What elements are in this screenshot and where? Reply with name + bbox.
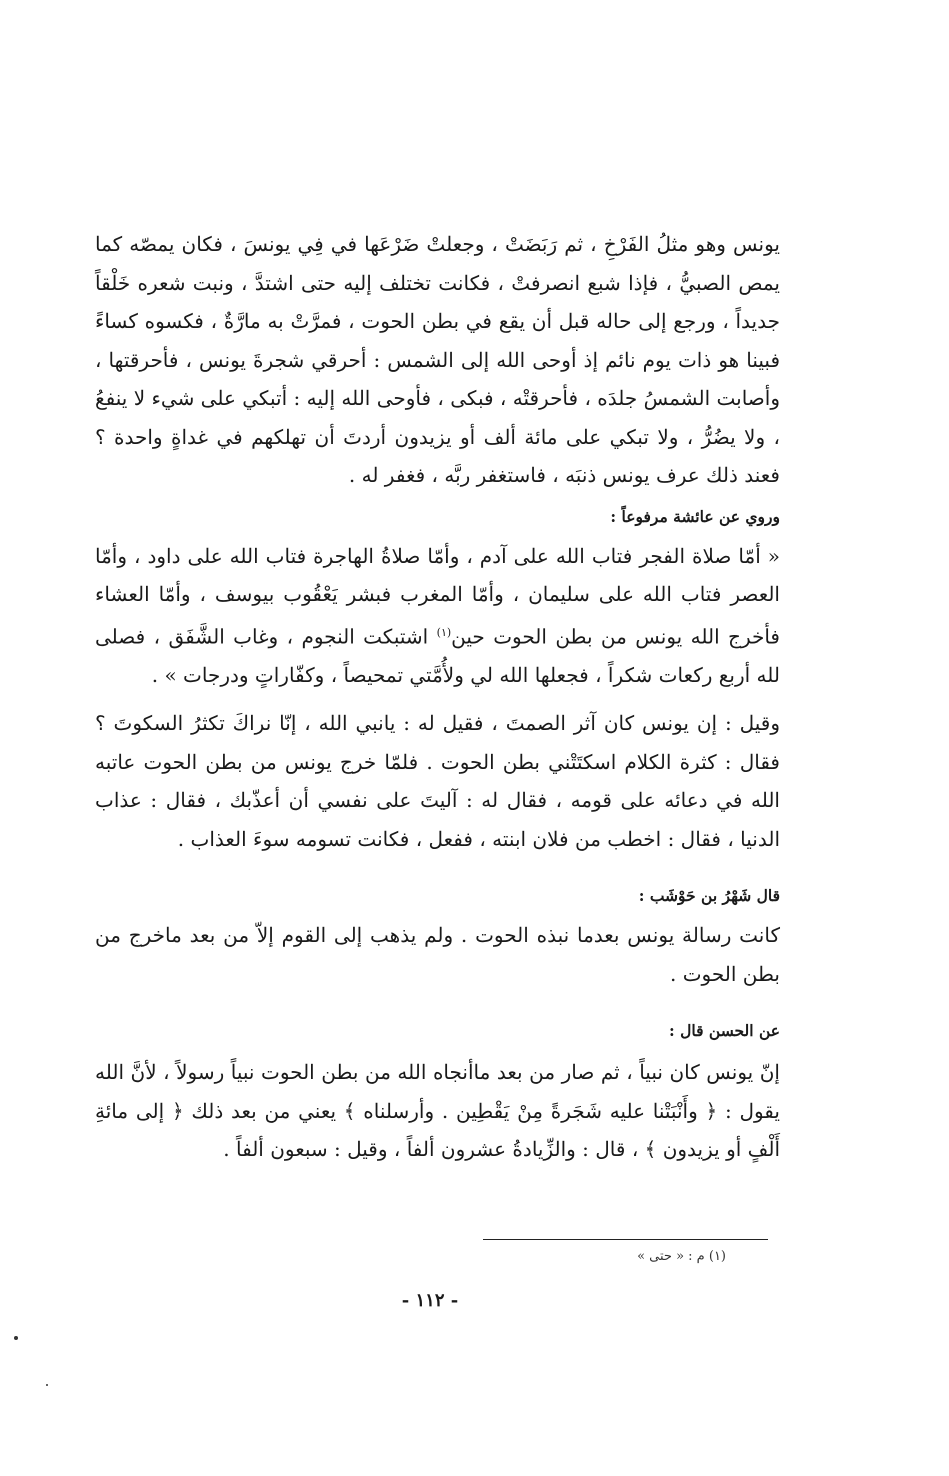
section-heading-shahr: قال شَهْرُ بن حَوْشَب : — [638, 886, 780, 906]
paragraph-3: وقيل : إن يونس كان آثر الصمتَ ، فقيل له : يانبي الله ، إنّا نراكَ تكثرُ السكوتَ ؟ فقال : كثرة الكلام اسكتَتْني بطن الحوت . فلمّا خرج يونس من بطن الحوت عاتبه الله في دعائه على قومه ، فقال له : آليتَ على نفسي أن أعذّبك ، فقال : عذاب الدنيا ، فقال : اخطب من فلان ابنته ، ففعل ، فكانت تسومه سوءَ العذاب . — [95, 711, 780, 851]
paragraph-4: كانت رسالة يونس بعدما نبذه الحوت . ولم يذهب إلى القوم إلاّ من بعد ماخرج من بطن الحوت . — [95, 923, 780, 986]
paragraph-5: إنّ يونس كان نبياً ، ثم صار من بعد ماأنجاه الله من بطن الحوت نبياً رسولاً ، لأنَّ الله يقول : ﴿ وأَنْبَتْنا عليه شَجَرةً مِنْ يَقْطِين . وأرسلناه ﴾ يعني من بعد ذلك ﴿ إلى مائةِ أَلْفٍ أو يزيدون ﴾ ، قال : والزِّيادةُ عشرون ألفاً ، وقيل : سبعون ألفاً . — [95, 1060, 780, 1162]
footnote-divider — [483, 1239, 768, 1240]
page-number: - ١١٢ - — [401, 1290, 459, 1311]
section-heading-hasan: عن الحسن قال : — [668, 1021, 780, 1041]
scan-speck — [14, 1336, 18, 1340]
page-body — [95, 225, 780, 1169]
section-heading-aisha: وروي عن عائشة مرفوعاً : — [610, 506, 780, 526]
footnote-marker: (١) — [436, 625, 452, 639]
paragraph-2-part-b: اشتبكت النجوم ، وغاب الشَّفَق ، فصلى لله أربع ركعات شكراً ، فجعلها الله لي ولأُمَّتي تمحيصاً ، وكفّاراتٍ ودرجات » . — [95, 624, 780, 687]
paragraph-1: يونس وهو مثلُ الفَرْخِ ، ثم رَبَضَتْ ، وجعلتْ ضَرْعَها في فِي يونسَ ، فكان يمصّه كما يمص الصبيُّ ، فإذا شبع انصرفتْ ، فكانت تختلف إليه حتى اشتدَّ ، ونبت شعره خَلْقاً جديداً ، ورجع إلى حاله قبل أن يقع في بطن الحوت ، فمرَّتْ به مارَّةٌ ، فكسوه كساءً فبينا هو ذات يوم نائم إذ أوحى الله إلى الشمس : أحرقي شجرةَ يونس ، فأحرقتها ، وأصابت الشمسُ جلدَه ، فأحرقتْه ، فبكى ، فأوحى الله إليه : أتبكي على شيء لا ينفعُ ، ولا يضُرُّ ، ولا تبكي على مائة ألف أو يزيدون أردتَ أن تهلكهم في غداةٍ واحدة ؟ فعند ذلك عرف يونس ذنبَه ، فاستغفر ربَّه ، فغفر له . — [95, 232, 780, 487]
scan-speck — [46, 1384, 48, 1386]
paragraph-2-part-a: « أمّا صلاة الفجر فتاب الله على آدم ، وأمّا صلاةُ الهاجرة فتاب الله على داود ، وأمّا العصر فتاب الله على سليمان ، وأمّا المغرب فبشر يَعْقُوب بيوسف ، وأمّا العشاء فأخرج الله يونس من بطن الحوت حين — [95, 543, 780, 649]
footnote: (١) م : « حتى » — [637, 1249, 726, 1264]
paragraph-2 — [95, 537, 780, 695]
